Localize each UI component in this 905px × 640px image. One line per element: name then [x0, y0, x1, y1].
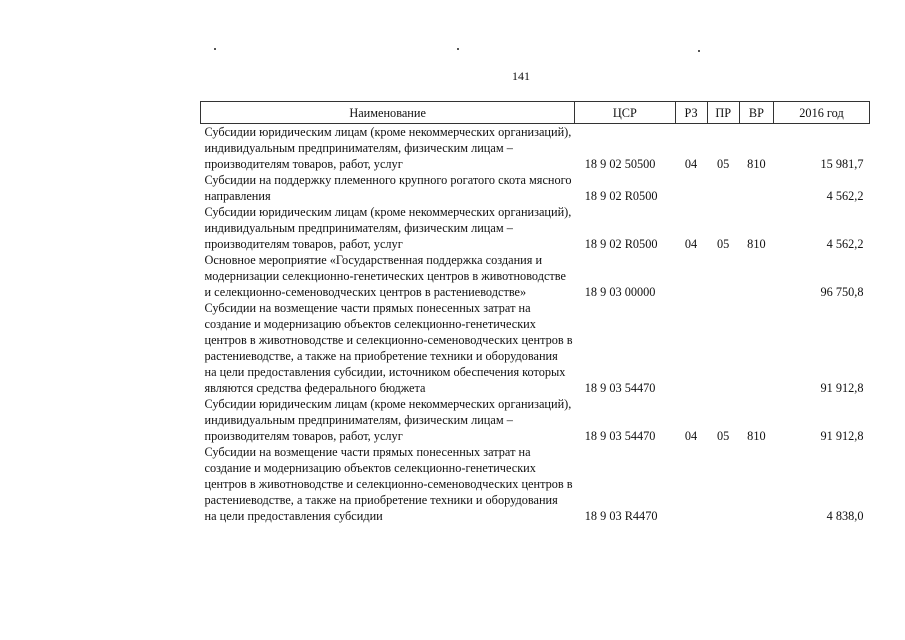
row-rz	[675, 444, 707, 524]
table-row	[201, 204, 870, 252]
row-pr	[707, 300, 739, 396]
table-row	[201, 124, 870, 173]
budget-table	[200, 101, 870, 524]
table-row	[201, 252, 870, 300]
row-name: Субсидии юридическим лицам (кроме некоммерческих организаций), индивидуальным предпринимателям, физическим лицам – производителям товаров, работ, услуг	[204, 205, 572, 251]
row-csr: 18 9 02 R0500	[584, 237, 658, 251]
row-pr	[707, 444, 739, 524]
row-csr: 18 9 03 00000	[584, 285, 656, 299]
row-amount: 15 981,7	[820, 157, 864, 171]
row-pr	[707, 252, 739, 300]
header-vr: ВР	[739, 102, 773, 124]
table-row	[201, 172, 870, 204]
row-pr: 05	[717, 157, 730, 171]
row-vr	[739, 300, 773, 396]
row-rz	[675, 300, 707, 396]
table-row	[201, 300, 870, 396]
row-amount: 4 562,2	[826, 237, 864, 251]
row-pr	[707, 172, 739, 204]
row-amount: 91 912,8	[820, 381, 864, 395]
header-pr: ПР	[707, 102, 739, 124]
header-rz: РЗ	[675, 102, 707, 124]
row-name: Субсидии на поддержку племенного крупного рогатого скота мясного направления	[204, 173, 572, 203]
row-csr: 18 9 03 54470	[584, 429, 656, 443]
header-name: Наименование	[201, 102, 575, 124]
header-csr: ЦСР	[575, 102, 675, 124]
row-rz: 04	[684, 237, 698, 251]
row-name: Субсидии юридическим лицам (кроме некоммерческих организаций), индивидуальным предпринимателям, физическим лицам – производителям товаров, работ, услуг	[204, 125, 572, 171]
row-vr	[739, 172, 773, 204]
scan-speck	[457, 48, 459, 50]
row-name: Субсидии на возмещение части прямых понесенных затрат на создание и модернизацию объектов селекционно-генетических центров в животноводстве и селекционно-семеноводческих центров в растениеводстве, а также на приобретение техники и оборудования на цели предоставления субсидии	[204, 445, 573, 523]
row-rz: 04	[684, 157, 698, 171]
row-rz	[675, 252, 707, 300]
row-vr: 810	[747, 429, 766, 443]
header-year: 2016 год	[774, 102, 870, 124]
row-amount: 4 838,0	[826, 509, 864, 523]
table-header-row	[201, 102, 870, 124]
page-number: 141	[512, 69, 530, 83]
row-vr	[739, 444, 773, 524]
row-pr: 05	[717, 237, 730, 251]
row-csr: 18 9 03 R4470	[584, 509, 658, 523]
row-amount: 91 912,8	[820, 429, 864, 443]
row-name: Субсидии юридическим лицам (кроме некоммерческих организаций), индивидуальным предпринимателям, физическим лицам – производителям товаров, работ, услуг	[204, 397, 572, 443]
row-rz: 04	[684, 429, 698, 443]
row-csr: 18 9 02 R0500	[584, 189, 658, 203]
row-name: Основное мероприятие «Государственная поддержка создания и модернизации селекционно-генетических центров в животноводстве и селекционно-семеноводческих центров в растениеводстве»	[204, 253, 566, 299]
row-vr: 810	[747, 237, 766, 251]
row-amount: 4 562,2	[826, 189, 864, 203]
row-vr: 810	[747, 157, 766, 171]
scan-speck	[214, 48, 216, 50]
table-row	[201, 444, 870, 524]
row-vr	[739, 252, 773, 300]
row-csr: 18 9 02 50500	[584, 157, 656, 171]
row-pr: 05	[717, 429, 730, 443]
scan-speck	[698, 50, 700, 52]
table-row	[201, 396, 870, 444]
row-rz	[675, 172, 707, 204]
row-name: Субсидии на возмещение части прямых понесенных затрат на создание и модернизацию объектов селекционно-генетических центров в животноводстве и селекционно-семеноводческих центров в растениеводстве, а также на приобретение техники и оборудования на цели предоставления субсидии, источником обеспечения которых являются средства федерального бюджета	[204, 301, 573, 395]
row-amount: 96 750,8	[820, 285, 864, 299]
row-csr: 18 9 03 54470	[584, 381, 656, 395]
